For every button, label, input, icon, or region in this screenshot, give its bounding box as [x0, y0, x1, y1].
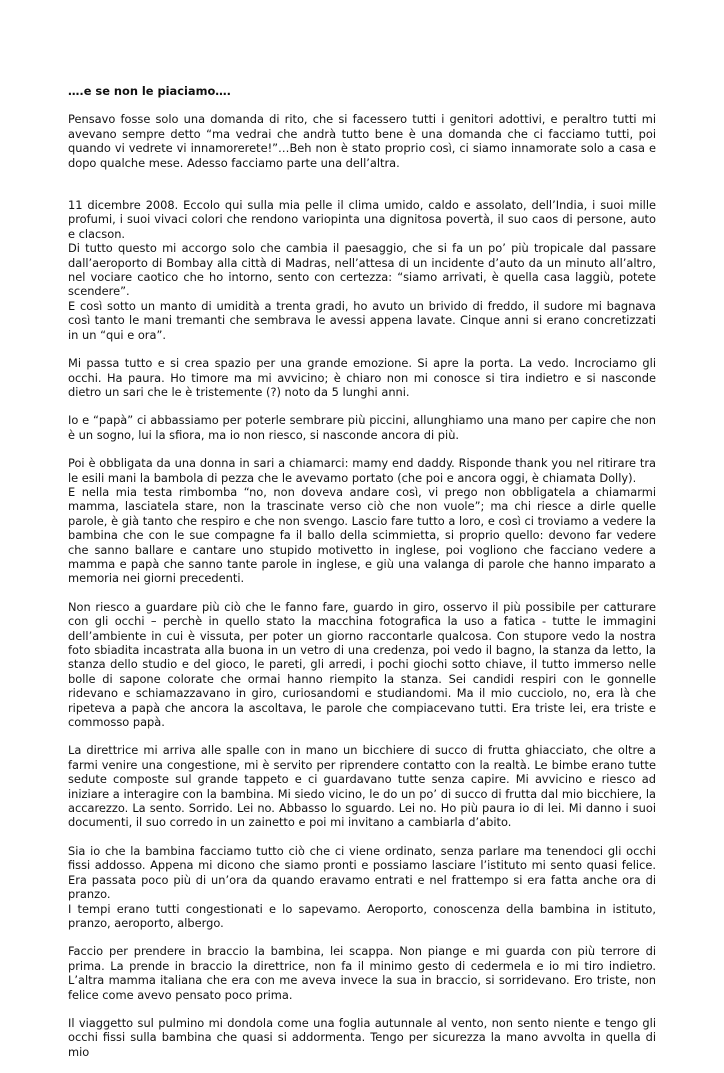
paragraph-bus: [68, 1016, 656, 1059]
paragraph-director: [68, 743, 656, 829]
document-title: ….e se non le piaciamo….: [68, 84, 231, 98]
paragraph-line: Non riesco a guardare più ciò che le fanno fare, guardo in giro, osservo il più possibile per catturare con gli occhi – perchè in quello stato la macchina fotografica la uso a fatica - tutte le immagini dell’ambiente in cui è vissuta, per poter un giorno raccontarle qualcosa. Con stupore vedo la nostra foto sbiadita incastrata alla buona in un vetro di una credenza, poi vedo il bagno, la stanza da letto, la stanza dello studio e del gioco, le pareti, gli arredi, i pochi giochi sotto chiave, il tutto immerso nelle bolle di sapone colorate che ormai hanno riempito la stanza. Sei candidi respiri con le gonnelle ridevano e schiamazzavano in giro, curiosandomi e studiandomi. Ma il mio cucciolo, no, era là che ripeteva a papà che ancora la ascoltava, le parole che compiacevano tutti. Era triste lei, era triste e commosso papà.: [68, 599, 656, 730]
paragraph-observe: [68, 600, 656, 730]
paragraph-line: La direttrice mi arriva alle spalle con in mano un bicchiere di succo di frutta ghiacciato, che oltre a farmi venire una congestione, mi è servito per riprendere contatto con la realtà. Le bimbe erano tutte sedute composte sul grande tappeto e ci guardavano tutte senza capire. Mi avvicino e riesco ad iniziare a interagire con la bambina. Mi siedo vicino, le do un po’ di succo di frutta dal mio bicchiere, la accarezzo. La sento. Sorrido. Lei no. Abbasso lo sguardo. Lei no. Ho più paura io di lei. Mi danno i suoi documenti, il suo corredo in un zainetto e poi mi invitano a cambiarla d’abito.: [68, 743, 656, 830]
paragraph-embrace: [68, 944, 656, 1002]
paragraph-line: Mi passa tutto e si crea spazio per una grande emozione. Si apre la porta. La vedo. Incrociamo gli occhi. Ha paura. Ho timore ma mi avvicino; è chiaro non mi conosce si tira indietro e si nasconde dietro un sari che le è tristemente (?) noto da 5 lunghi anni.: [68, 356, 656, 399]
paragraph-leaving: [68, 844, 656, 930]
paragraph-sari: [68, 456, 656, 586]
paragraph-line: Poi è obbligata da una donna in sari a chiamarci: mamy end daddy. Risponde thank you nel ritirare tra le esili mani la bambola di pezza che le avevamo portato (che poi e ancora oggi, è chiamata Dolly).: [68, 456, 656, 485]
paragraph-line: E nella mia testa rimbomba “no, non doveva andare così, vi prego non obbligatela a chiamarmi mamma, lasciatela stare, non la trascinate verso ciò che non vuole”; ma chi riesce a dirle quelle parole, è già tanto che respiro e che non svengo. Lascio fare tutto a loro, e così ci troviamo a vedere la bambina che con le sue compagne fa il ballo della scimmietta, si proprio quello: devono far vedere che sanno ballare e cantare uno stupido motivetto in inglese, poi vogliono che facciano vedere a mamma e papà che sanno tante parole in inglese, e giù una valanga di parole che hanno imparato a memoria nei giorni precedenti.: [68, 484, 656, 586]
paragraph-intro: [68, 112, 656, 170]
paragraph-line: 11 dicembre 2008. Eccolo qui sulla mia pelle il clima umido, caldo e assolato, dell’India, i suoi mille profumi, i suoi vivaci colori che rendono variopinta una dignitosa povertà, il suo caos di persone, auto e clacson.: [68, 198, 656, 241]
paragraph-line: I tempi erano tutti congestionati e lo sapevamo. Aeroporto, conoscenza della bambina in istituto, pranzo, aeroporto, albergo.: [68, 901, 656, 930]
paragraph-line: Di tutto questo mi accorgo solo che cambia il paesaggio, che si fa un po’ più tropicale dal passare dall’aeroporto di Bombay alla città di Madras, nell’attesa di un incidente d’auto da un minuto all’altro, nel vociare caotico che ho intorno, sento con certezza: “siamo arrivati, è quella casa laggiù, potete scendere”.: [68, 241, 656, 299]
paragraph-papa: [68, 413, 656, 442]
document-page: [68, 84, 656, 1073]
paragraph-arrival: [68, 198, 656, 342]
paragraph-line: Faccio per prendere in braccio la bambina, lei scappa. Non piange e mi guarda con più terrore di prima. La prende in braccio la direttrice, non fa il minimo gesto di cedermela e io mi tiro indietro. L’altra mamma italiana che era con me aveva invece la sua in braccio, si sorridevano. Ero triste, non felice come avevo pensato poco prima.: [68, 944, 656, 1002]
paragraph-meeting: [68, 356, 656, 399]
paragraph-line: E così sotto un manto di umidità a trenta gradi, ho avuto un brivido di freddo, il sudore mi bagnava così tanto le mani tremanti che sembrava le avessi appena lavate. Cinque anni si erano concretizzati in un “qui e ora”.: [68, 298, 656, 342]
paragraph-line: Io e “papà” ci abbassiamo per poterle sembrare più piccini, allunghiamo una mano per capire che non è un sogno, lui la sfiora, ma io non riesco, si nasconde ancora di più.: [68, 413, 656, 442]
paragraph-line: Sia io che la bambina facciamo tutto ciò che ci viene ordinato, senza parlare ma tenendoci gli occhi fissi addosso. Appena mi dicono che siamo pronti e possiamo lasciare l’istituto mi sento quasi felice. Era passata poco più di un’ora da quando eravamo entrati e nel frattempo si era fatta anche ora di pranzo.: [68, 843, 656, 902]
paragraph-line: Pensavo fosse solo una domanda di rito, che si facessero tutti i genitori adottivi, e peraltro tutti mi avevano sempre detto “ma vedrai che andrà tutto bene è una domanda che ci facciamo tutti, poi quando vi vedrete vi innamorerete!”…Beh non è stato proprio così, ci siamo innamorate solo a casa e dopo qualche mese. Adesso facciamo parte una dell’altra.: [68, 112, 656, 170]
paragraph-line: Il viaggetto sul pulmino mi dondola come una foglia autunnale al vento, non sento niente e tengo gli occhi fissi sulla bambina che quasi si addormenta. Tengo per sicurezza la mano avvolta in quella di mio: [68, 1015, 656, 1059]
